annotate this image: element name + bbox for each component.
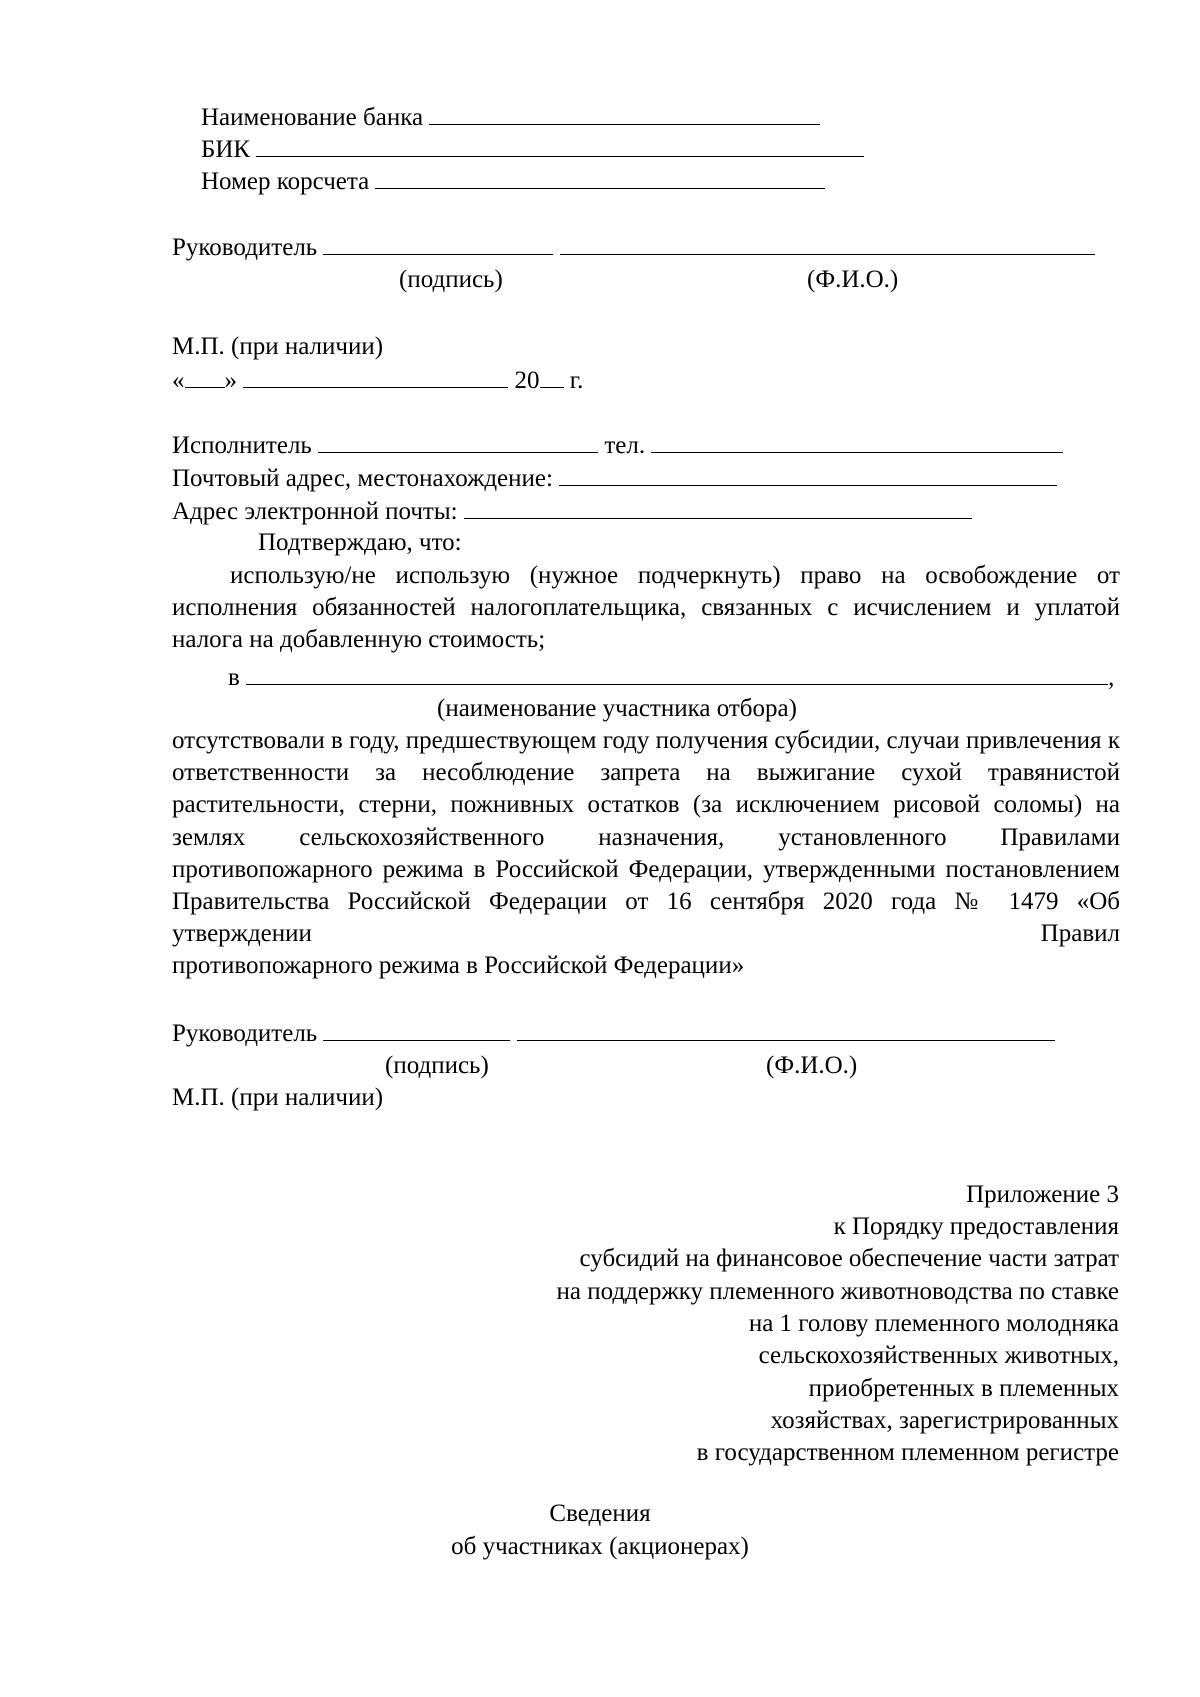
appendix-line-8: хозяйствах, зарегистрированных bbox=[770, 1407, 1119, 1434]
bank-name-label: Наименование банка bbox=[201, 104, 424, 131]
phone-blank bbox=[651, 430, 1063, 453]
head-label: Руководитель bbox=[172, 234, 318, 261]
email-row bbox=[172, 496, 972, 527]
email-label: Адрес электронной почты: bbox=[172, 498, 458, 525]
fio-blank bbox=[560, 232, 1095, 255]
bank-name-row bbox=[201, 102, 820, 133]
bik-row bbox=[201, 134, 864, 165]
vat-paragraph: использую/не использую (нужное подчеркнуть) право на освобождение от исполнения обязанностей налогоплательщика, связанных с исчислением и уплатой налога на добавленную стоимость; bbox=[172, 562, 1120, 654]
year-suffix: г. bbox=[569, 367, 584, 394]
in-suffix: , bbox=[1108, 664, 1115, 691]
title-line-2: об участниках (акционерах) bbox=[451, 1533, 749, 1560]
corr-account-row bbox=[201, 166, 825, 197]
postal-row bbox=[172, 463, 1057, 494]
stamp-label-2: М.П. (при наличии) bbox=[172, 1084, 384, 1111]
postal-label: Почтовый адрес, местонахождение: bbox=[172, 465, 553, 492]
month-blank bbox=[243, 365, 508, 388]
stamp-label: М.П. (при наличии) bbox=[172, 333, 384, 360]
appendix-line-7: приобретенных в племенных bbox=[808, 1375, 1119, 1402]
corr-account-blank bbox=[375, 166, 825, 189]
head-signature-row bbox=[172, 232, 1095, 263]
year-prefix: 20 bbox=[514, 367, 540, 394]
signature-blank bbox=[323, 232, 553, 255]
date-open-quote: « bbox=[172, 367, 185, 394]
date-close-quote: » bbox=[224, 367, 237, 394]
participant-caption: (наименование участника отбора) bbox=[437, 695, 797, 722]
head-signature-row-2 bbox=[172, 1018, 1055, 1049]
bik-blank bbox=[256, 134, 864, 157]
appendix-line-3: субсидий на финансовое обеспечение части затрат bbox=[579, 1245, 1119, 1272]
corr-account-label: Номер корсчета bbox=[201, 168, 370, 195]
executor-label: Исполнитель bbox=[172, 432, 312, 459]
signature-caption: (подпись) bbox=[399, 266, 503, 293]
in-prefix: в bbox=[228, 664, 240, 691]
confirm-intro: Подтверждаю, что: bbox=[258, 529, 462, 556]
fire-paragraph-last-line: противопожарного режима в Российской Федерации» bbox=[172, 952, 745, 979]
fire-paragraph: отсутствовали в году, предшествующем году получения субсидии, случаи привлечения к ответственности за несоблюдение запрета на выжигание сухой травянистой растительности, стерни, пожнивных остатков (за исключением рисовой соломы) на землях сельскохозяйственного назначения, установленного Правилами противопожарного режима в Российской Федерации, утвержденными постановлением Правительства Российской Федерации от 16 сентября 2020 года № 1479 «Об утверждении Правил bbox=[172, 727, 1120, 948]
postal-blank bbox=[559, 463, 1057, 486]
bank-name-blank bbox=[429, 102, 820, 125]
signature-blank-2 bbox=[323, 1018, 510, 1041]
signature-caption-2: (подпись) bbox=[385, 1052, 489, 1079]
head-label-2: Руководитель bbox=[172, 1020, 318, 1047]
title-line-1: Сведения bbox=[549, 1500, 651, 1527]
executor-blank bbox=[318, 430, 598, 453]
date-row bbox=[172, 365, 583, 396]
bik-label: БИК bbox=[201, 136, 251, 163]
participant-row bbox=[228, 662, 1114, 693]
fio-blank-2 bbox=[517, 1018, 1055, 1041]
day-blank bbox=[185, 365, 225, 388]
fio-caption: (Ф.И.О.) bbox=[807, 266, 899, 293]
phone-label: тел. bbox=[604, 432, 646, 459]
fio-caption-2: (Ф.И.О.) bbox=[766, 1052, 858, 1079]
executor-row bbox=[172, 430, 1063, 461]
participant-blank bbox=[246, 662, 1108, 685]
appendix-line-1: Приложение 3 bbox=[966, 1181, 1119, 1208]
email-blank bbox=[464, 496, 972, 519]
appendix-line-2: к Порядку предоставления bbox=[833, 1213, 1119, 1240]
appendix-line-6: сельскохозяйственных животных, bbox=[758, 1342, 1119, 1369]
appendix-line-4: на поддержку племенного животноводства по ставке bbox=[556, 1278, 1119, 1305]
appendix-line-9: в государственном племенном регистре bbox=[696, 1439, 1119, 1466]
year-blank bbox=[540, 365, 564, 388]
appendix-line-5: на 1 голову племенного молодняка bbox=[748, 1310, 1119, 1337]
